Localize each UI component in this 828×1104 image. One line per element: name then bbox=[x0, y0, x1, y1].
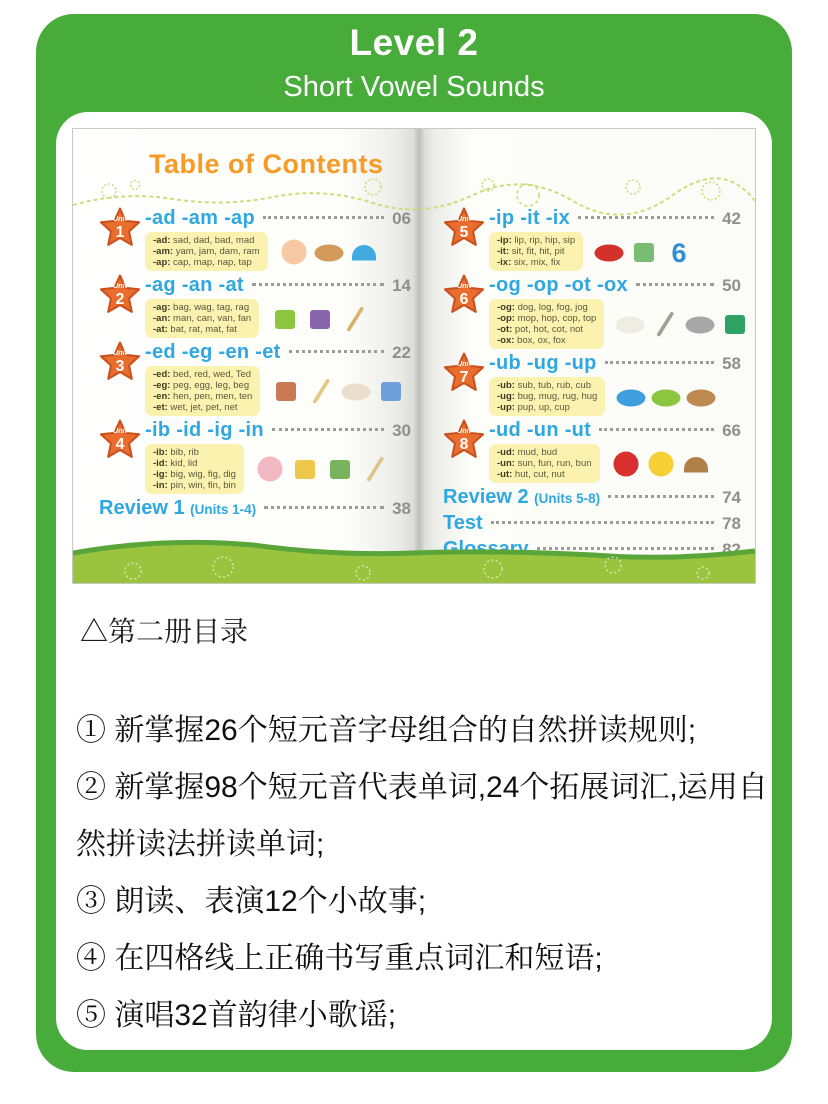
word-family: -it: bbox=[497, 246, 510, 257]
unit-title: -ad -am -ap bbox=[145, 207, 255, 229]
page-number: 58 bbox=[722, 354, 741, 373]
unit-main bbox=[145, 207, 411, 271]
feature-item: ④ 在四格线上正确书写重点词汇和短语; bbox=[76, 942, 603, 975]
toc-footer-row bbox=[443, 512, 741, 535]
unit-badge bbox=[443, 419, 489, 483]
unit-illustrations bbox=[614, 308, 751, 340]
feature-item: ⑤ 演唱32首韵律小歌谣; bbox=[76, 999, 397, 1032]
page-number: 06 bbox=[392, 209, 411, 228]
wet-boy-illustration bbox=[375, 375, 407, 407]
page-number: 50 bbox=[722, 276, 741, 295]
word-family: -ap: bbox=[153, 257, 171, 268]
toc-unit-row bbox=[99, 341, 411, 416]
word-line: -eg: peg, egg, leg, beg bbox=[153, 380, 250, 391]
svg-text:6: 6 bbox=[671, 237, 687, 268]
feature-list bbox=[76, 702, 770, 1044]
unit-star-icon bbox=[99, 274, 141, 316]
word-line: -op: mop, hop, cop, top bbox=[497, 313, 597, 324]
unit-illustrations bbox=[593, 236, 695, 268]
toc-footer-row bbox=[99, 497, 411, 520]
word-family: -ib: bbox=[153, 447, 168, 458]
word-family: -id: bbox=[153, 458, 168, 469]
unit-illustrations bbox=[269, 303, 371, 335]
bag-illustration bbox=[269, 303, 301, 335]
toc-unit-row bbox=[99, 274, 411, 338]
word-line: -ut: hut, cut, nut bbox=[497, 469, 565, 480]
svg-text:Unit: Unit bbox=[112, 281, 128, 291]
word-family: -et: bbox=[153, 402, 168, 413]
word-list bbox=[489, 299, 604, 349]
pup-illustration bbox=[685, 381, 717, 413]
unit-title-row bbox=[489, 419, 741, 442]
word-family: -eg: bbox=[153, 380, 171, 391]
word-list bbox=[489, 444, 600, 483]
dotted-leader bbox=[289, 350, 384, 353]
bat-illustration bbox=[339, 303, 371, 335]
word-line: -up: pup, up, cup bbox=[497, 402, 570, 413]
grass-band bbox=[73, 533, 755, 583]
unit-star-icon bbox=[443, 352, 485, 394]
unit-detail-row bbox=[489, 444, 741, 483]
word-list bbox=[489, 232, 583, 271]
footer-note: (Units 1-4) bbox=[190, 502, 257, 517]
word-line: -ud: mud, bud bbox=[497, 447, 558, 458]
feature-item: ③ 朗读、表演12个小故事; bbox=[76, 885, 427, 918]
dotted-leader bbox=[578, 216, 714, 219]
word-line: -ip: lip, rip, hip, sip bbox=[497, 235, 576, 246]
word-family: -op: bbox=[497, 313, 515, 324]
word-line: -an: man, can, van, fan bbox=[153, 313, 252, 324]
hut-illustration bbox=[680, 448, 712, 480]
dotted-leader bbox=[491, 521, 714, 524]
feature-item: ② 新掌握98个短元音代表单词,24个拓展词汇,运用自然拼读法拼读单词; bbox=[76, 771, 768, 861]
unit-title: -ib -id -ig -in bbox=[145, 419, 264, 441]
unit-title: -ud -un -ut bbox=[489, 419, 592, 441]
unit-detail-row bbox=[145, 366, 411, 416]
unit-title-row bbox=[489, 207, 741, 230]
dotted-leader bbox=[608, 495, 714, 498]
word-line: -it: sit, fit, hit, pit bbox=[497, 246, 565, 257]
dotted-leader bbox=[263, 216, 384, 219]
dotted-leader bbox=[252, 283, 384, 286]
word-family: -in: bbox=[153, 480, 168, 491]
page-number: 78 bbox=[722, 514, 741, 533]
level-header bbox=[36, 14, 792, 112]
unit-title-row bbox=[145, 341, 411, 364]
word-line: -og: dog, log, fog, jog bbox=[497, 302, 588, 313]
yam-illustration bbox=[313, 236, 345, 268]
word-line: -ig: big, wig, fig, dig bbox=[153, 469, 236, 480]
page-number: 14 bbox=[392, 276, 411, 295]
dotted-leader bbox=[264, 506, 384, 509]
unit-badge bbox=[443, 274, 489, 349]
svg-text:3: 3 bbox=[115, 357, 125, 375]
unit-title-row bbox=[145, 274, 411, 297]
toc-right-column bbox=[443, 207, 741, 564]
svg-text:8: 8 bbox=[459, 435, 469, 453]
unit-title: -ub -ug -up bbox=[489, 352, 597, 374]
word-line: -ib: bib, rib bbox=[153, 447, 199, 458]
unit-illustrations bbox=[270, 375, 407, 407]
word-family: -ip: bbox=[497, 235, 512, 246]
unit-star-icon bbox=[443, 274, 485, 316]
unit-illustrations bbox=[610, 448, 712, 480]
unit-title-row bbox=[145, 207, 411, 230]
unit-star-icon bbox=[443, 419, 485, 461]
toc-unit-row bbox=[443, 419, 741, 483]
unit-detail-row bbox=[145, 444, 411, 494]
word-family: -ot: bbox=[497, 324, 513, 335]
bug-illustration bbox=[650, 381, 682, 413]
word-family: -ut: bbox=[497, 469, 513, 480]
toc-left-column bbox=[99, 207, 411, 523]
page-number: 82 bbox=[722, 540, 741, 559]
unit-title: -ag -an -at bbox=[145, 274, 244, 296]
word-line: -ox: box, ox, fox bbox=[497, 335, 566, 346]
peg-illustration bbox=[305, 375, 337, 407]
svg-text:Unit: Unit bbox=[456, 359, 472, 369]
unit-title: -og -op -ot -ox bbox=[489, 274, 628, 296]
unit-star-icon bbox=[99, 207, 141, 249]
word-family: -ud: bbox=[497, 447, 515, 458]
unit-badge bbox=[443, 352, 489, 416]
cap-illustration bbox=[348, 236, 380, 268]
unit-main bbox=[489, 352, 741, 416]
word-line: -ot: pot, hot, cot, not bbox=[497, 324, 584, 335]
page-number: 22 bbox=[392, 343, 411, 362]
footer-note: (Units 5-8) bbox=[534, 491, 601, 506]
word-list bbox=[489, 377, 605, 416]
unit-main bbox=[489, 207, 741, 271]
toc-unit-row bbox=[99, 207, 411, 271]
word-family: -an: bbox=[153, 313, 171, 324]
level-subtitle: Short Vowel Sounds bbox=[283, 71, 545, 103]
word-line: -ed: bed, red, wed, Ted bbox=[153, 369, 252, 380]
box-illustration bbox=[719, 308, 751, 340]
unit-badge bbox=[99, 341, 145, 416]
word-line: -un: sun, fun, run, bun bbox=[497, 458, 592, 469]
toc-unit-row bbox=[443, 207, 741, 271]
unit-star-icon bbox=[443, 207, 485, 249]
toc-title: Table of Contents bbox=[149, 149, 384, 179]
baby-with-bib-illustration bbox=[254, 453, 286, 485]
toc-footer-row bbox=[443, 486, 741, 509]
word-line: -ad: sad, dad, bad, mad bbox=[153, 235, 255, 246]
word-family: -ix: bbox=[497, 257, 512, 268]
svg-text:6: 6 bbox=[459, 290, 469, 308]
dog-illustration bbox=[614, 308, 646, 340]
word-line: -ub: sub, tub, rub, cub bbox=[497, 380, 591, 391]
unit-detail-row bbox=[489, 299, 741, 349]
lips-illustration bbox=[593, 236, 625, 268]
unit-title: -ip -it -ix bbox=[489, 207, 571, 229]
word-line: -am: yam, jam, dam, ram bbox=[153, 246, 260, 257]
svg-text:Unit: Unit bbox=[456, 281, 472, 291]
svg-text:5: 5 bbox=[459, 223, 469, 241]
unit-title-row bbox=[489, 274, 741, 297]
unit-detail-row bbox=[145, 232, 411, 271]
dotted-leader bbox=[272, 428, 384, 431]
caption: △第二册目录 bbox=[80, 616, 249, 647]
man-illustration bbox=[304, 303, 336, 335]
svg-text:7: 7 bbox=[459, 368, 469, 386]
svg-text:Unit: Unit bbox=[456, 426, 472, 436]
sad-face-illustration bbox=[278, 236, 310, 268]
svg-text:Unit: Unit bbox=[112, 426, 128, 436]
word-family: -ag: bbox=[153, 302, 171, 313]
unit-illustrations bbox=[278, 236, 380, 268]
dotted-leader bbox=[605, 361, 714, 364]
hen-illustration bbox=[340, 375, 372, 407]
unit-badge bbox=[99, 274, 145, 338]
footer-title: Review 2 (Units 5-8) bbox=[443, 486, 601, 508]
green-frame-card bbox=[36, 14, 792, 1072]
unit-title-row bbox=[145, 419, 411, 442]
footer-title: Review 1 (Units 1-4) bbox=[99, 497, 257, 519]
big-and-small-illustration bbox=[324, 453, 356, 485]
word-list bbox=[145, 232, 268, 271]
submarine-illustration bbox=[615, 381, 647, 413]
number-six-illustration bbox=[663, 236, 695, 268]
pot-illustration bbox=[684, 308, 716, 340]
word-family: -ig: bbox=[153, 469, 168, 480]
bud-rose-illustration bbox=[610, 448, 642, 480]
unit-main bbox=[145, 341, 411, 416]
word-family: -og: bbox=[497, 302, 515, 313]
svg-text:Unit: Unit bbox=[112, 214, 128, 224]
unit-main bbox=[489, 419, 741, 483]
page-number: 38 bbox=[392, 499, 411, 518]
word-line: -ug: bug, mug, rug, hug bbox=[497, 391, 598, 402]
unit-main bbox=[489, 274, 741, 349]
content-card bbox=[56, 112, 772, 1050]
unit-badge bbox=[99, 419, 145, 494]
pin-illustration bbox=[359, 453, 391, 485]
bed-illustration bbox=[270, 375, 302, 407]
word-line: -ix: six, mix, fix bbox=[497, 257, 561, 268]
svg-text:1: 1 bbox=[115, 223, 125, 241]
unit-badge bbox=[99, 207, 145, 271]
sitting-boy-illustration bbox=[628, 236, 660, 268]
word-family: -un: bbox=[497, 458, 515, 469]
page-number: 42 bbox=[722, 209, 741, 228]
svg-text:2: 2 bbox=[115, 290, 125, 308]
word-family: -ub: bbox=[497, 380, 515, 391]
unit-main bbox=[145, 419, 411, 494]
word-line: -ag: bag, wag, tag, rag bbox=[153, 302, 250, 313]
unit-star-icon bbox=[99, 341, 141, 383]
unit-star-icon bbox=[99, 419, 141, 461]
unit-illustrations bbox=[254, 453, 391, 485]
word-line: -en: hen, pen, men, ten bbox=[153, 391, 253, 402]
word-family: -ug: bbox=[497, 391, 515, 402]
page-number: 30 bbox=[392, 421, 411, 440]
footer-title: Test bbox=[443, 512, 483, 534]
svg-text:4: 4 bbox=[115, 435, 125, 453]
unit-detail-row bbox=[145, 299, 411, 338]
unit-title: -ed -eg -en -et bbox=[145, 341, 281, 363]
word-family: -ad: bbox=[153, 235, 171, 246]
toc-unit-row bbox=[99, 419, 411, 494]
word-list bbox=[145, 299, 259, 338]
toc-unit-row bbox=[443, 352, 741, 416]
word-family: -ed: bbox=[153, 369, 171, 380]
svg-text:Unit: Unit bbox=[456, 214, 472, 224]
unit-badge bbox=[443, 207, 489, 271]
word-line: -at: bat, rat, mat, fat bbox=[153, 324, 237, 335]
word-line: -id: kid, lid bbox=[153, 458, 198, 469]
dotted-leader bbox=[636, 283, 714, 286]
unit-illustrations bbox=[615, 381, 717, 413]
word-line: -in: pin, win, fin, bin bbox=[153, 480, 236, 491]
dotted-leader bbox=[599, 428, 714, 431]
unit-title-row bbox=[489, 352, 741, 375]
word-family: -up: bbox=[497, 402, 515, 413]
word-family: -at: bbox=[153, 324, 168, 335]
unit-main bbox=[145, 274, 411, 338]
svg-text:Unit: Unit bbox=[112, 348, 128, 358]
book-photo bbox=[72, 128, 756, 584]
word-list bbox=[145, 366, 260, 416]
feature-item: ① 新掌握26个短元音字母组合的自然拼读规则; bbox=[76, 714, 697, 747]
word-family: -am: bbox=[153, 246, 174, 257]
unit-detail-row bbox=[489, 377, 741, 416]
page-number: 74 bbox=[722, 488, 741, 507]
kid-illustration bbox=[289, 453, 321, 485]
footer-title: Glossary bbox=[443, 538, 529, 560]
page-number: 66 bbox=[722, 421, 741, 440]
word-family: -ox: bbox=[497, 335, 515, 346]
level-title: Level 2 bbox=[349, 22, 479, 63]
word-line: -et: wet, jet, pet, net bbox=[153, 402, 238, 413]
sun-illustration bbox=[645, 448, 677, 480]
toc-unit-row bbox=[443, 274, 741, 349]
mop-illustration bbox=[649, 308, 681, 340]
word-list bbox=[145, 444, 244, 494]
word-family: -en: bbox=[153, 391, 171, 402]
unit-detail-row bbox=[489, 232, 741, 271]
word-line: -ap: cap, map, nap, tap bbox=[153, 257, 252, 268]
